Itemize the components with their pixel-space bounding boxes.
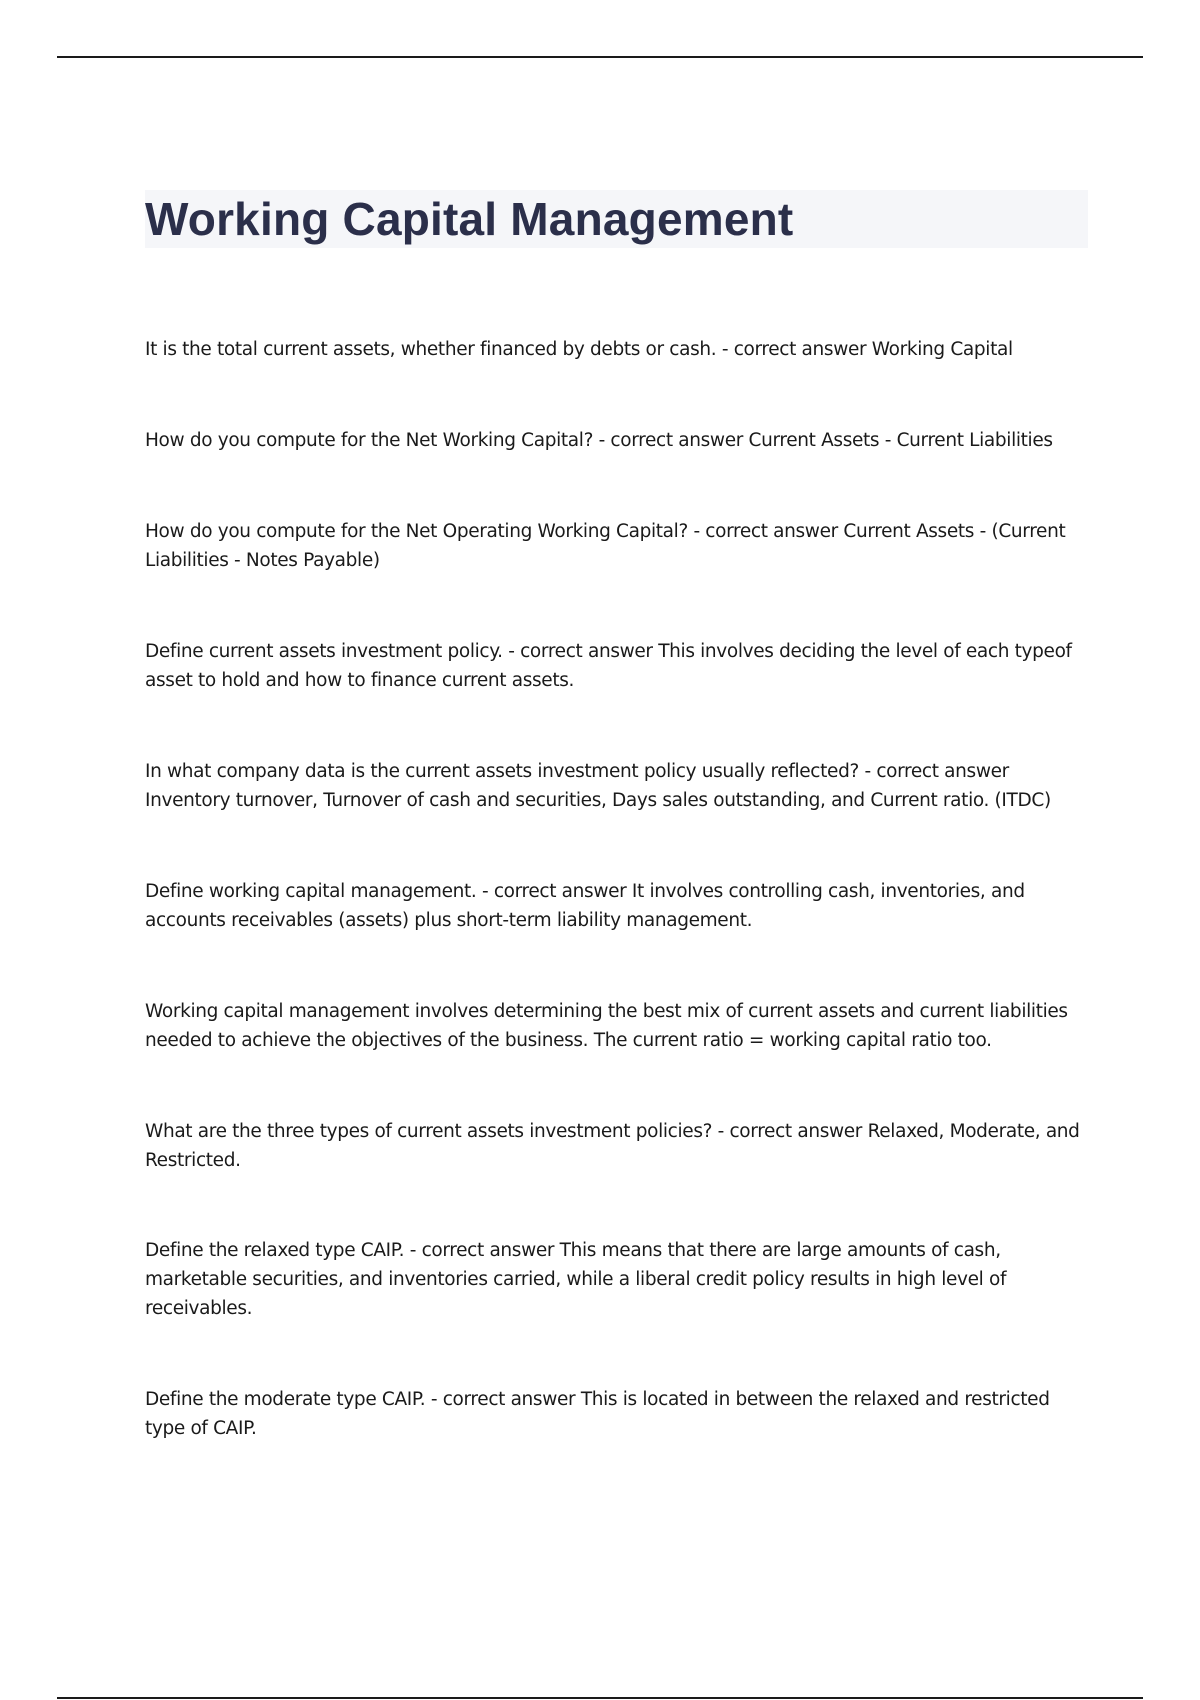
qa-item-4: Define current assets investment policy. - correct answer This involves deciding the level of each typeof asset to hold and how to finance current assets. bbox=[145, 641, 1072, 691]
title-block bbox=[145, 190, 1088, 248]
qa-item-1: It is the total current assets, whether financed by debts or cash. - correct answer Working Capital bbox=[145, 339, 1013, 360]
qa-item-9: Define the relaxed type CAIP. - correct answer This means that there are large amounts of cash, marketable securities, and inventories carried, while a liberal credit policy results in high level of receivables. bbox=[145, 1240, 1007, 1319]
qa-item-5: In what company data is the current assets investment policy usually reflected? - correct answer Inventory turnover, Turnover of cash and securities, Days sales outstanding, and Current ratio. (ITDC) bbox=[145, 761, 1051, 811]
page-title: Working Capital Management bbox=[145, 193, 794, 245]
qa-item-6: Define working capital management. - correct answer It involves controlling cash, inventories, and accounts receivables (assets) plus short-term liability management. bbox=[145, 881, 1025, 931]
qa-item-7: Working capital management involves determining the best mix of current assets and current liabilities needed to achieve the objectives of the business. The current ratio = working capital ratio too. bbox=[145, 1001, 1068, 1051]
qa-item-2: How do you compute for the Net Working Capital? - correct answer Current Assets - Current Liabilities bbox=[145, 430, 1053, 451]
qa-item-3: How do you compute for the Net Operating Working Capital? - correct answer Current Assets - (Current Liabilities - Notes Payable) bbox=[145, 521, 1066, 571]
qa-item-10: Define the moderate type CAIP. - correct answer This is located in between the relaxed and restricted type of CAIP. bbox=[145, 1389, 1050, 1439]
qa-item-8: What are the three types of current assets investment policies? - correct answer Relaxed, Moderate, and Restricted. bbox=[145, 1121, 1080, 1171]
bottom-rule bbox=[57, 1697, 1143, 1699]
top-rule bbox=[57, 56, 1143, 58]
